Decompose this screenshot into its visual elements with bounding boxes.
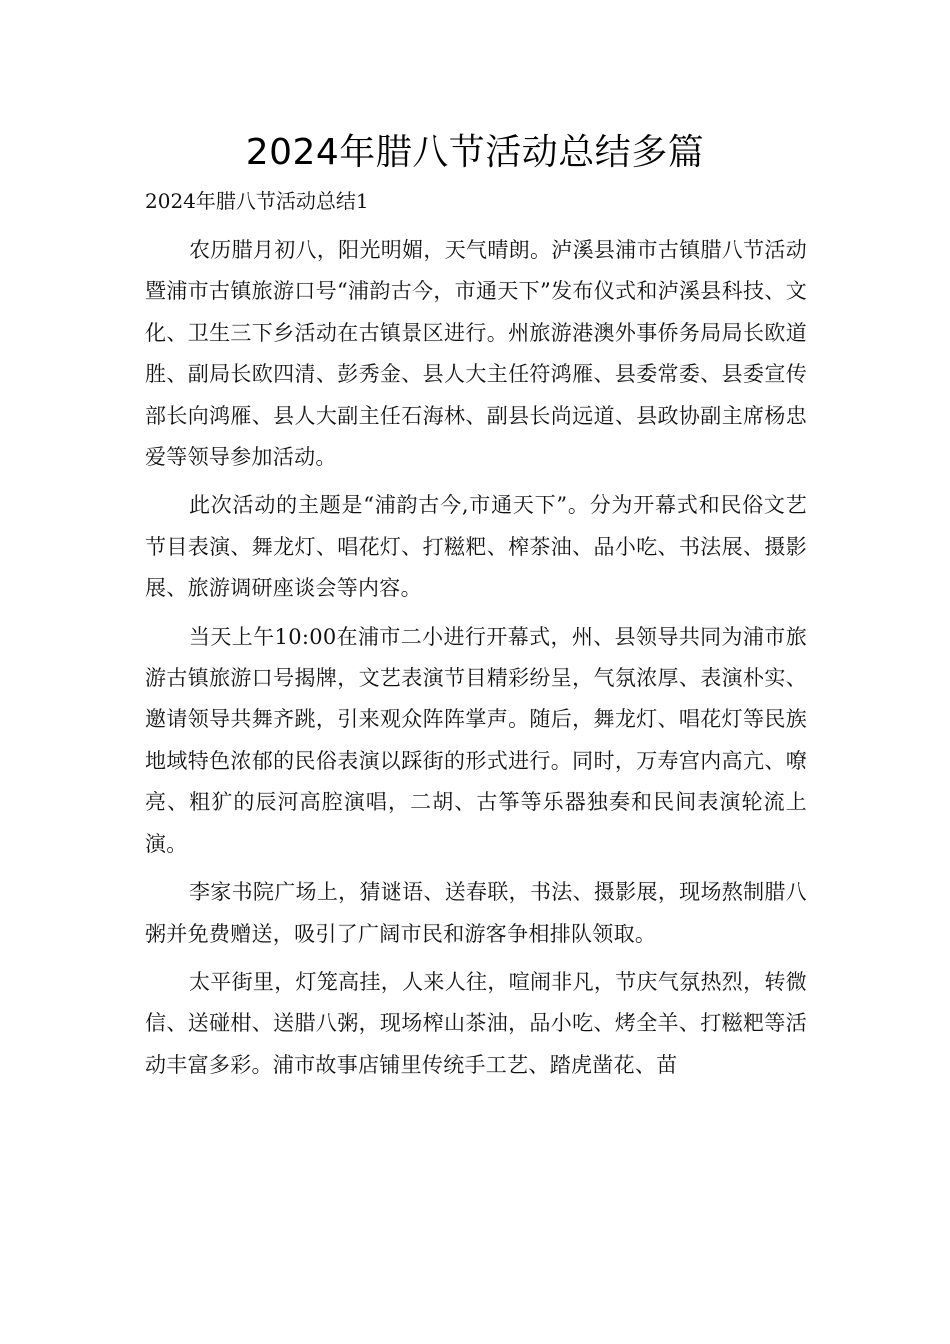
paragraph-4: 李家书院广场上，猜谜语、送春联，书法、摄影展，现场熬制腊八粥并免费赠送，吸引了广阔市民和游客争相排队领取。 (145, 880, 807, 946)
document-title: 2024年腊八节活动总结多篇 (245, 132, 705, 173)
section-heading: 2024年腊八节活动总结1 (145, 189, 369, 213)
paragraph-1: 农历腊月初八，阳光明媚，天气晴朗。泸溪县浦市古镇腊八节活动暨浦市古镇旅游口号“浦韵古今，市通天下”发布仪式和泸溪县科技、文化、卫生三下乡活动在古镇景区进行。州旅游港澳外事侨务局局长欧道胜、副局长欧四清、彭秀金、县人大主任符鸿雁、县委常委、县委宣传部长向鸿雁、县人大副主任石海林、副县长尚远道、县政协副主席杨忠爱等领导参加活动。 (145, 238, 807, 470)
paragraph-2: 此次活动的主题是“浦韵古今,市通天下”。分为开幕式和民俗文艺节目表演、舞龙灯、唱花灯、打糍粑、榨茶油、品小吃、书法展、摄影展、旅游调研座谈会等内容。 (145, 493, 807, 601)
paragraph-5: 太平街里，灯笼高挂，人来人往，喧闹非凡，节庆气氛热烈，转微信、送碰柑、送腊八粥，现场榨山茶油，品小吃、烤全羊、打糍粑等活动丰富多彩。浦市故事店铺里传统手工艺、踏虎凿花、苗 (145, 969, 807, 1077)
paragraph-3: 当天上午10:00在浦市二小进行开幕式，州、县领导共同为浦市旅游古镇旅游口号揭牌，文艺表演节目精彩纷呈，气氛浓厚、表演朴实、邀请领导共舞齐跳，引来观众阵阵掌声。随后，舞龙灯、唱花灯等民族地域特色浓郁的民俗表演以踩街的形式进行。同时，万寿宫内高亢、嘹亮、粗犷的辰河高腔演唱，二胡、古筝等乐器独奏和民间表演轮流上演。 (145, 624, 807, 856)
document-body (145, 230, 807, 1093)
